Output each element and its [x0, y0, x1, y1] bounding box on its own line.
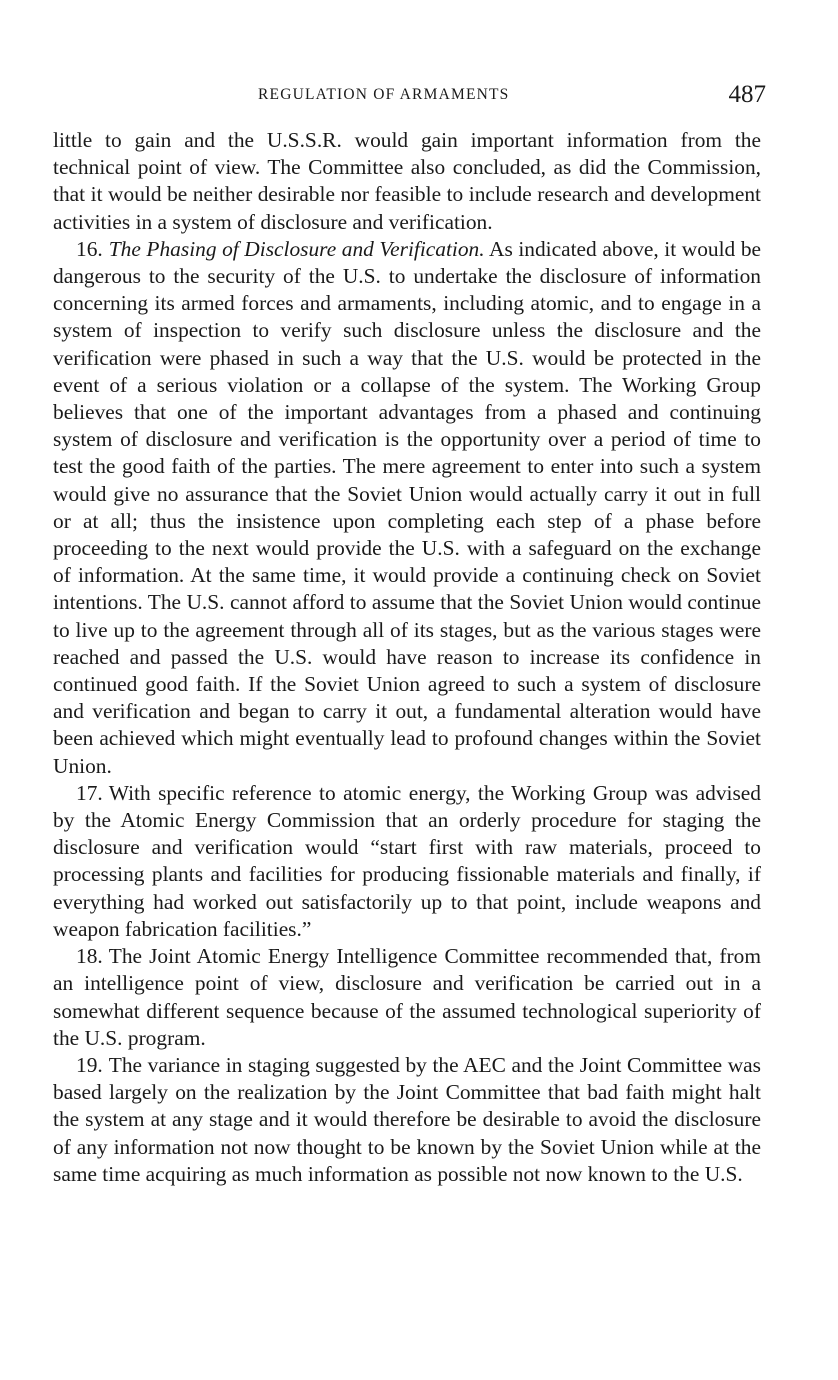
paragraph-text: As indicated above, it would be dangerous to the security of the U.S. to undertake the disclosure of information concerning its armed forces and armaments, including atomic, and to engage in a system of inspection to verify such disclosure unless the disclosure and the verification were phased in such a way that the U.S. would be protected in the event of a serious violation or a collapse of the system. The Working Group believes that one of the important advantages from a phased and continuing system of disclosure and verification is the opportunity over a period of time to test the good faith of the parties. The mere agreement to enter into such a system would give no assurance that the Soviet Union would actually carry it out in full or at all; thus the insistence upon completing each step of a phase before proceeding to the next would provide the U.S. with a safeguard on the exchange of information. At the same time, it would provide a continuing check on Soviet intentions. The U.S. cannot afford to assume that the Soviet Union would continue to live up to the agreement through all of its stages, but as the various stages were reached and passed the U.S. would have reason to increase its confidence in continued good faith. If the Soviet Union agreed to such a system of disclosure and verification and began to carry it out, a fundamental alteration would have been achieved which might eventually lead to profound changes within the Soviet Union. [53, 236, 762, 778]
paragraph-16 [53, 236, 761, 780]
paragraph-continuation [53, 127, 761, 236]
paragraph-18 [53, 943, 761, 1052]
paragraph-number: 18. [76, 944, 103, 969]
paragraph-number: 16. [76, 236, 103, 261]
paragraph-number: 17. [76, 780, 103, 805]
paragraph-text: The variance in staging suggested by the AEC and the Joint Committee was based largely on the realization by the Joint Committee that bad faith might halt the system at any stage and it would therefore be desirable to avoid the disclosure of any information not now thought to be known by the Soviet Union while at the same time acquiring as much information as possible not now known to the U.S. [53, 1052, 761, 1186]
paragraph-text: little to gain and the U.S.S.R. would gain important information from the technical point of view. The Committee also concluded, as did the Commission, that it would be neither desirable nor feasible to include research and development activities in a system of disclosure and verification. [53, 128, 761, 234]
paragraph-text: The Joint Atomic Energy Intelligence Committee recommended that, from an intelligence point of view, disclosure and verification be carried out in a somewhat different sequence because of the assumed technological superiority of the U.S. program. [53, 944, 761, 1050]
running-head [60, 83, 766, 109]
running-title: REGULATION OF ARMAMENTS [258, 86, 510, 103]
paragraph-lead-in: The Phasing of Disclosure and Verification. [108, 236, 485, 261]
page-number: 487 [728, 81, 766, 108]
paragraph-text: With specific reference to atomic energy, the Working Group was advised by the Atomic Energy Commission that an orderly procedure for staging the disclosure and verification would “start first with raw materials, proceed to processing plants and facilities for producing fissionable materials and finally, if everything had worked out satisfactorily up to that point, include weapons and weapon fabrication facilities.” [53, 780, 761, 941]
paragraph-19 [53, 1052, 761, 1188]
paragraph-17 [53, 780, 761, 943]
body-text [53, 127, 761, 1188]
paragraph-number: 19. [76, 1052, 103, 1077]
